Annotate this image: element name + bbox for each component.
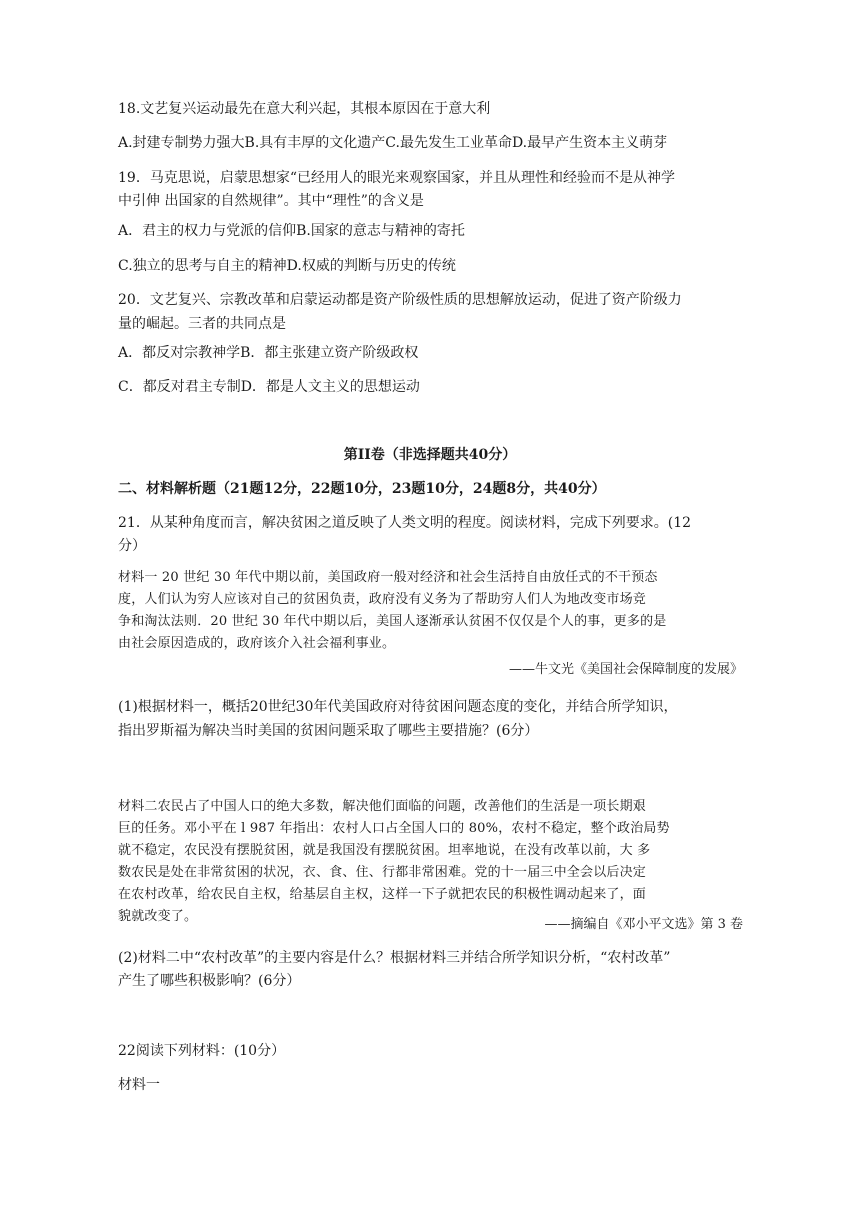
material2-line4: 数农民是处在非常贫困的状况，衣、食、住、行都非常困难。党的十一届三中全会以后决定 <box>118 865 647 880</box>
material1-line3: 争和淘汰法则．20 世纪 30 年代中期以后，美国人逐渐承认贫困不仅仅是个人的事，更多的是 <box>118 614 667 629</box>
material2-line1: 材料二农民占了中国人口的绝大多数，解决他们面临的问题，改善他们的生活是一项长期艰 <box>118 799 647 814</box>
material2-source: ——摘编自《邓小平文选》第 3 卷 <box>544 917 743 932</box>
question-20-stem-line2: 量的崛起。三者的共同点是 <box>118 316 286 332</box>
question-22-material1-label: 材料一 <box>118 1077 160 1093</box>
question-20-option-ab: A．都反对宗教神学B．都主张建立资产阶级政权 <box>118 345 419 361</box>
question-19-option-ab: A．君主的权力与党派的信仰B.国家的意志与精神的寄托 <box>118 223 465 239</box>
question-21-sub1-line1: (1)根据材料一，概括20世纪30年代美国政府对待贫困问题态度的变化，并结合所学知识， <box>118 699 678 715</box>
material1-source: ——牛文光《美国社会保障制度的发展》 <box>508 662 743 677</box>
material2-line3: 就不稳定，农民没有摆脱贫困，就是我国没有摆脱贫困。坦率地说，在没有改革以前，大 多 <box>118 843 651 858</box>
question-18-options: A.封建专制势力强大B.具有丰厚的文化遗产C.最先发生工业革命D.最早产生资本主义萌芽 <box>118 135 668 151</box>
question-21-sub1-line2: 指出罗斯福为解决当时美国的贫困问题采取了哪些主要措施？(6分） <box>118 723 539 739</box>
question-20-option-cd: C．都反对君主专制D．都是人文主义的思想运动 <box>118 379 420 395</box>
question-21-sub2-line2: 产生了哪些积极影响？(6分） <box>118 973 301 989</box>
question-19-stem-line2: 中引伸 出国家的自然规律”。其中“理性”的含义是 <box>118 193 424 209</box>
material1-line1: 材料一 20 世纪 30 年代中期以前，美国政府一般对经济和社会生活持自由放任式的不干预态 <box>118 570 658 585</box>
section-heading: 二、材料解析题（21题12分，22题10分，23题10分，24题8分，共40分） <box>118 481 606 497</box>
question-21-sub2-line1: (2)材料二中“农村改革”的主要内容是什么？根据材料三并结合所学知识分析，“农村改革” <box>118 950 671 966</box>
question-18-stem: 18.文艺复兴运动最先在意大利兴起，其根本原因在于意大利 <box>118 101 491 117</box>
question-19-stem-line1: 19．马克思说，启蒙思想家“已经用人的眼光来观察国家，并且从理性和经验而不是从神学 <box>118 170 675 186</box>
question-21-intro-line1: 21．从某种角度而言，解决贫困之道反映了人类文明的程度。阅读材料，完成下列要求。(12 <box>118 515 692 531</box>
material2-line6: 貌就改变了。 <box>118 909 198 924</box>
question-19-option-cd: C.独立的思考与自主的精神D.权威的判断与历史的传统 <box>118 258 456 274</box>
question-22-intro: 22阅读下列材料：(10分） <box>118 1043 286 1059</box>
question-21-intro-line2: 分） <box>118 538 146 554</box>
material2-line5: 在农村改革，给农民自主权，给基层自主权，这样一下子就把农民的积极性调动起来了，面 <box>118 887 647 902</box>
question-20-stem-line1: 20．文艺复兴、宗教改革和启蒙运动都是资产阶级性质的思想解放运动，促进了资产阶级力 <box>118 292 682 308</box>
material1-line2: 度，人们认为穷人应该对自己的贫困负责，政府没有义务为了帮助穷人们人为地改变市场竞 <box>118 592 647 607</box>
material1-line4: 由社会原因造成的，政府该介入社会福利事业。 <box>118 636 396 651</box>
part2-title: 第II卷（非选择题共40分） <box>343 447 517 463</box>
material2-line2: 巨的任务。邓小平在 l 987 年指出：农村人口占全国人口的 80%，农村不稳定，整个政治局势 <box>118 821 670 836</box>
